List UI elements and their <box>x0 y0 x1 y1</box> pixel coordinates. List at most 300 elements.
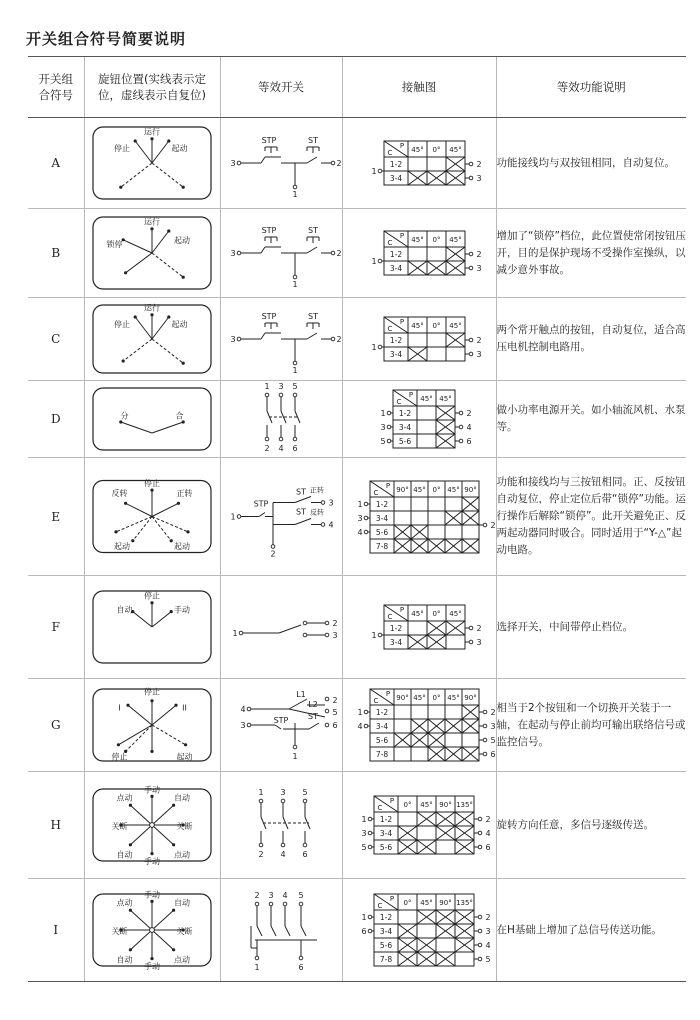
terminal-label: 3 <box>229 335 236 344</box>
contact-angle-label: 45° <box>410 610 424 618</box>
row-code: A <box>28 118 84 209</box>
contact-pair-label: 1-2 <box>375 708 388 717</box>
terminal-label: 3 <box>267 891 274 900</box>
header-code: 开关组合符号 <box>28 57 84 118</box>
contact-angle-label: 90° <box>463 694 477 702</box>
terminal-label: 2 <box>331 619 338 628</box>
contact-pair-label: 3-4 <box>389 264 402 273</box>
knob-rays <box>131 601 173 627</box>
terminal-label: 3 <box>475 174 482 183</box>
stp-label: STP <box>261 136 276 145</box>
terminal-label: 6 <box>360 927 367 936</box>
st-label: ST <box>307 136 318 145</box>
switch-symbol-table <box>28 56 686 982</box>
terminal-label: 3 <box>229 249 236 258</box>
knob-position-label: I <box>118 703 121 713</box>
terminal-label: 5 <box>297 891 304 900</box>
header-switch: 等效开关 <box>220 57 342 118</box>
knob-position-label: 合 <box>175 411 184 421</box>
stp-label: STP <box>253 499 268 509</box>
knob-frame <box>93 388 211 450</box>
knob-position-label: 点动 <box>116 793 133 803</box>
contact-angle-label: 0° <box>432 610 440 618</box>
terminal-label: 4 <box>356 528 363 537</box>
knob-position-label: 手动 <box>144 785 160 795</box>
knob-position-cell <box>84 576 220 679</box>
contact-angle-label: 90° <box>438 899 452 907</box>
terminal-label: 5 <box>360 843 367 852</box>
table-row <box>28 679 686 772</box>
knob-position-label: 自动 <box>116 955 133 965</box>
switch-diagram <box>221 298 343 380</box>
table-row <box>28 879 686 982</box>
knob-position-label: 停止 <box>111 752 128 762</box>
terminal-label: 6 <box>291 444 298 453</box>
contact-p-label: P <box>389 797 394 805</box>
function-description: 功能和接线均与三按钮相同。正、反按钮自动复位，停止定位后带“锁停”功能。运行操作后解除“锁停”。此开关避免正、反两起动器同时吸合。同时适用于“Y-△”起动电路。 <box>496 458 686 576</box>
switch-diagram <box>221 458 343 575</box>
contact-diagram-cell <box>342 458 496 576</box>
contact-angle-label: 45° <box>410 146 424 154</box>
contact-pair-label: 3-4 <box>398 423 411 432</box>
contact-p-label: P <box>399 606 404 614</box>
header-row <box>28 57 686 118</box>
equivalent-switch-drawing <box>265 393 300 441</box>
contact-pair-label: 3-4 <box>375 722 388 731</box>
contact-c-label: C <box>373 697 378 705</box>
knob-position-label: 起动 <box>171 319 188 329</box>
switch-diagram <box>221 381 343 457</box>
knob-position-label: 手动 <box>144 856 160 866</box>
knob-position-label: 自动 <box>174 898 190 908</box>
contact-c-label: C <box>387 149 392 157</box>
contact-pair-label: 3-4 <box>379 927 392 936</box>
contact-angle-label: 45° <box>412 486 426 494</box>
terminal-label: 2 <box>253 891 260 900</box>
equivalent-switch-drawing <box>237 237 335 279</box>
table-row <box>28 209 686 298</box>
function-description: 做小功率电源开关。如小轴流风机、水泵等。 <box>496 381 686 458</box>
terminal-label: 2 <box>269 549 276 559</box>
terminal-label: 2 <box>257 850 264 859</box>
knob-position-label: 起动 <box>174 542 190 552</box>
knob-position-cell <box>84 772 220 879</box>
knob-diagram <box>85 458 219 575</box>
contact-angle-label: 45° <box>448 146 462 154</box>
contact-c-label: C <box>387 613 392 621</box>
row-code: H <box>28 772 84 879</box>
terminal-label: 4 <box>279 850 286 859</box>
knob-diagram <box>85 118 219 208</box>
switch-diagram <box>221 576 343 678</box>
terminal-label: 3 <box>489 722 496 731</box>
terminal-label: 1 <box>263 382 270 391</box>
contact-pair-label: 3-4 <box>379 829 392 838</box>
equivalent-switch-cell <box>220 576 342 679</box>
contact-pair-label: 3-4 <box>375 514 388 523</box>
function-description: 旋转方向任意，多信号逐级传送。 <box>496 772 686 879</box>
terminal-label: 1 <box>356 708 363 717</box>
header-knob: 旋钮位置(实线表示定位，虚线表示自复位) <box>84 57 220 118</box>
function-description: 两个常开触点的按钮，自动复位，适合高压电机控制电路用。 <box>496 298 686 381</box>
contact-angle-label: 45° <box>410 236 424 244</box>
contact-pair-label: 1-2 <box>379 913 392 922</box>
l2-label: L2 <box>307 700 318 709</box>
equivalent-switch-cell <box>220 458 342 576</box>
terminal-label: 3 <box>379 423 386 432</box>
knob-position-label: 起动 <box>171 143 188 153</box>
contact-diagram-cell <box>342 298 496 381</box>
terminal-label: 2 <box>335 249 342 258</box>
knob-position-cell <box>84 879 220 982</box>
terminal-label: 1 <box>291 190 298 199</box>
equivalent-switch-cell <box>220 118 342 209</box>
knob-position-label: 分 <box>120 411 129 421</box>
row-code: I <box>28 879 84 982</box>
contact-angle-label: 45° <box>448 610 462 618</box>
contact-angle-label: 45° <box>448 322 462 330</box>
knob-position-label: 停止 <box>144 687 160 697</box>
contact-pair-label: 1-2 <box>389 336 402 345</box>
forward-label: 正转 <box>309 486 324 495</box>
terminal-label: 3 <box>475 350 482 359</box>
knob-position-label: 关断 <box>176 927 193 937</box>
knob-position-label: 手动 <box>144 890 160 900</box>
terminal-label: 2 <box>475 160 482 169</box>
contact-diagram-cell <box>342 679 496 772</box>
table-row <box>28 458 686 576</box>
terminal-label: 5 <box>379 437 386 446</box>
function-description: 相当于2个按钮和一个切换开关装于一轴，在起动与停止前均可输出联络信号或监控信号。 <box>496 679 686 772</box>
terminal-label: 1 <box>370 631 377 640</box>
terminal-label: 3 <box>229 159 236 168</box>
contact-angle-label: 90° <box>395 694 409 702</box>
terminal-label: 2 <box>335 335 342 344</box>
knob-position-label: 停止 <box>144 478 160 488</box>
terminal-label: 3 <box>239 721 246 730</box>
table-row <box>28 576 686 679</box>
knob-position-label: 运行 <box>144 303 160 313</box>
equivalent-switch-drawing <box>237 323 335 365</box>
contact-angle-label: 135° <box>455 801 473 809</box>
contact-pair-label: 1-2 <box>375 500 388 509</box>
contact-angle-label: 0° <box>432 322 440 330</box>
knob-position-label: 停止 <box>114 143 130 153</box>
terminal-label: 5 <box>291 382 298 391</box>
contact-pair-label: 3-4 <box>389 350 402 359</box>
contact-pair-label: 1-2 <box>389 624 402 633</box>
contact-p-label: P <box>389 895 394 903</box>
knob-position-label: 自动 <box>116 850 133 860</box>
function-description: 选择开关，中间带停止档位。 <box>496 576 686 679</box>
st-label: ST <box>295 507 306 517</box>
terminal-label: 2 <box>484 913 491 922</box>
terminal-label: 1 <box>291 280 298 289</box>
terminal-label: 1 <box>370 343 377 352</box>
knob-position-label: 点动 <box>174 850 190 860</box>
equivalent-switch-cell <box>220 209 342 298</box>
terminal-label: 4 <box>465 423 472 432</box>
terminal-label: 1 <box>291 366 298 375</box>
header-desc: 等效功能说明 <box>496 57 686 118</box>
contact-diagram <box>343 118 497 208</box>
contact-pair-label: 5-6 <box>375 736 388 745</box>
knob-position-cell <box>84 679 220 772</box>
terminal-label: 4 <box>277 444 284 453</box>
knob-position-label: 自动 <box>174 793 190 803</box>
knob-position-label: 锁停 <box>106 239 123 249</box>
contact-pair-label: 5-6 <box>379 941 392 950</box>
contact-p-label: P <box>399 142 404 150</box>
knob-position-label: 运行 <box>144 127 160 137</box>
contact-pair-label: 7-8 <box>379 955 392 964</box>
knob-position-label: 点动 <box>174 955 190 965</box>
knob-diagram <box>85 879 219 981</box>
stp-label: STP <box>261 226 276 235</box>
switch-diagram <box>221 879 343 981</box>
terminal-label: 2 <box>484 815 491 824</box>
row-code: B <box>28 209 84 298</box>
terminal-label: 1 <box>291 752 298 761</box>
contact-angle-label: 45° <box>446 694 460 702</box>
terminal-label: 3 <box>277 382 284 391</box>
knob-position-label: II <box>182 703 187 713</box>
terminal-label: 5 <box>489 736 496 745</box>
contact-diagram <box>343 298 497 380</box>
contact-angle-label: 45° <box>448 236 462 244</box>
knob-position-label: 手动 <box>174 605 190 615</box>
terminal-label: 4 <box>356 722 363 731</box>
function-description: 功能接线均与双按钮相同，自动复位。 <box>496 118 686 209</box>
contact-diagram-cell <box>342 576 496 679</box>
st-label: ST <box>307 226 318 235</box>
contact-pair-label: 1-2 <box>389 160 402 169</box>
knob-position-label: 反转 <box>111 489 128 499</box>
equivalent-switch-cell <box>220 381 342 458</box>
terminal-label: 1 <box>257 788 264 797</box>
knob-position-label: 运行 <box>144 217 160 227</box>
contact-pair-label: 7-8 <box>375 750 388 759</box>
terminal-label: 1 <box>229 512 236 522</box>
contact-pair-label: 1-2 <box>398 409 411 418</box>
function-description: 增加了“锁停”档位，此位置使常闭按钮压开，目的是保护现场不受操作室操纵，以减少意外事故。 <box>496 209 686 298</box>
terminal-label: 3 <box>484 927 491 936</box>
contact-angle-label: 45° <box>419 801 433 809</box>
contact-angle-label: 45° <box>438 395 452 403</box>
knob-position-cell <box>84 118 220 209</box>
contact-diagram-cell <box>342 772 496 879</box>
terminal-label: 6 <box>297 963 304 972</box>
knob-position-cell <box>84 209 220 298</box>
terminal-label: 6 <box>301 850 308 859</box>
equivalent-switch-cell <box>220 679 342 772</box>
terminal-label: 3 <box>279 788 286 797</box>
knob-diagram <box>85 381 219 457</box>
knob-diagram <box>85 298 219 380</box>
contact-angle-label: 45° <box>410 322 424 330</box>
contact-angle-label: 90° <box>395 486 409 494</box>
contact-angle-label: 90° <box>438 801 452 809</box>
contact-angle-label: 0° <box>432 146 440 154</box>
terminal-label: 4 <box>484 941 491 950</box>
knob-position-label: 关断 <box>111 927 128 937</box>
contact-p-label: P <box>399 318 404 326</box>
table-row <box>28 381 686 458</box>
contact-pair-label: 1-2 <box>379 815 392 824</box>
contact-c-label: C <box>396 398 401 406</box>
terminal-label: 1 <box>379 409 386 418</box>
knob-position-cell <box>84 458 220 576</box>
knob-position-cell <box>84 298 220 381</box>
contact-p-label: P <box>385 482 390 490</box>
terminal-label: 6 <box>331 721 338 730</box>
contact-angle-label: 90° <box>463 486 477 494</box>
equivalent-switch-drawing <box>237 497 325 549</box>
terminal-label: 3 <box>327 498 334 508</box>
knob-position-label: 关断 <box>111 822 128 832</box>
row-code: D <box>28 381 84 458</box>
contact-angle-label: 0° <box>432 486 440 494</box>
contact-p-label: P <box>385 690 390 698</box>
terminal-label: 2 <box>465 409 472 418</box>
terminal-label: 2 <box>335 159 342 168</box>
contact-diagram-cell <box>342 209 496 298</box>
contact-pair-label: 5-6 <box>379 843 392 852</box>
stp-label: STP <box>273 716 288 725</box>
contact-c-label: C <box>387 325 392 333</box>
terminal-label: 6 <box>465 437 472 446</box>
contact-diagram <box>343 209 497 297</box>
contact-pair-label: 5-6 <box>375 528 388 537</box>
row-code: E <box>28 458 84 576</box>
contact-diagram <box>343 879 497 981</box>
contact-angle-label: 0° <box>403 801 411 809</box>
contact-diagram-cell <box>342 381 496 458</box>
terminal-label: 2 <box>475 250 482 259</box>
knob-diagram <box>85 209 219 297</box>
terminal-label: 4 <box>484 829 491 838</box>
contact-pair-label: 1-2 <box>389 250 402 259</box>
terminal-label: 4 <box>281 891 288 900</box>
terminal-label: 6 <box>489 750 496 759</box>
table-row <box>28 298 686 381</box>
knob-position-label: 手动 <box>144 961 160 971</box>
knob-rays <box>119 420 185 433</box>
equivalent-switch-cell <box>220 298 342 381</box>
table-row <box>28 772 686 879</box>
reverse-label: 反转 <box>309 508 324 517</box>
contact-angle-label: 45° <box>412 694 426 702</box>
terminal-label: 5 <box>484 955 491 964</box>
knob-position-label: 点动 <box>116 898 133 908</box>
contact-pair-label: 7-8 <box>375 542 388 551</box>
contact-c-label: C <box>387 239 392 247</box>
contact-diagram <box>343 679 497 771</box>
knob-position-label: 关断 <box>176 822 193 832</box>
contact-diagram <box>343 772 497 878</box>
function-description: 在H基础上增加了总信号传送功能。 <box>496 879 686 982</box>
knob-rays <box>117 699 187 753</box>
row-code: C <box>28 298 84 381</box>
terminal-label: 3 <box>331 631 338 640</box>
header-contact: 接触图 <box>342 57 496 118</box>
knob-position-label: 停止 <box>114 319 130 329</box>
contact-p-label: P <box>399 232 404 240</box>
knob-position-label: 自动 <box>116 605 133 615</box>
knob-position-label: 起动 <box>174 235 190 245</box>
terminal-label: 1 <box>360 815 367 824</box>
table-row <box>28 118 686 209</box>
stp-label: STP <box>261 312 276 321</box>
terminal-label: 5 <box>301 788 308 797</box>
equivalent-switch-drawing <box>251 902 317 960</box>
knob-diagram <box>85 679 219 771</box>
knob-position-cell <box>84 381 220 458</box>
equivalent-switch-drawing <box>239 621 329 637</box>
contact-c-label: C <box>377 902 382 910</box>
terminal-label: 2 <box>475 624 482 633</box>
knob-position-label: 起动 <box>114 542 130 552</box>
contact-angle-label: 0° <box>432 694 440 702</box>
equivalent-switch-drawing <box>237 147 335 189</box>
terminal-label: 4 <box>327 520 334 530</box>
contact-p-label: P <box>408 391 413 399</box>
contact-angle-label: 135° <box>455 899 473 907</box>
contact-c-label: C <box>373 489 378 497</box>
contact-diagram <box>343 381 497 457</box>
terminal-label: 3 <box>360 829 367 838</box>
contact-angle-label: 0° <box>403 899 411 907</box>
terminal-label: 2 <box>489 521 496 530</box>
st-label: ST <box>307 312 318 321</box>
terminal-label: 1 <box>253 963 260 972</box>
knob-position-label: 起动 <box>176 752 193 762</box>
knob-position-label: 正转 <box>176 489 193 499</box>
switch-diagram <box>221 772 343 878</box>
terminal-label: 3 <box>475 638 482 647</box>
equivalent-switch-drawing <box>259 799 310 847</box>
terminal-label: 2 <box>263 444 270 453</box>
terminal-label: 1 <box>356 500 363 509</box>
switch-diagram <box>221 118 343 208</box>
knob-position-label: 停止 <box>144 591 160 601</box>
terminal-label: 2 <box>475 336 482 345</box>
terminal-label: 3 <box>356 514 363 523</box>
page-title: 开关组合符号简要说明 <box>26 30 187 48</box>
terminal-label: 1 <box>231 629 238 638</box>
switch-diagram <box>221 679 343 771</box>
terminal-label: 4 <box>239 705 246 714</box>
contact-diagram <box>343 458 497 575</box>
contact-diagram <box>343 576 497 678</box>
contact-angle-label: 0° <box>432 236 440 244</box>
terminal-label: 6 <box>484 843 491 852</box>
st-label: ST <box>307 712 318 721</box>
equivalent-switch-cell <box>220 772 342 879</box>
contact-angle-label: 45° <box>419 899 433 907</box>
st-label: ST <box>295 487 306 497</box>
row-code: F <box>28 576 84 679</box>
l1-label: L1 <box>295 690 306 699</box>
contact-angle-label: 45° <box>446 486 460 494</box>
contact-c-label: C <box>377 804 382 812</box>
terminal-label: 5 <box>331 708 338 717</box>
knob-diagram <box>85 576 219 678</box>
contact-diagram-cell <box>342 118 496 209</box>
contact-angle-label: 45° <box>419 395 433 403</box>
terminal-label: 2 <box>489 708 496 717</box>
knob-diagram <box>85 772 219 878</box>
